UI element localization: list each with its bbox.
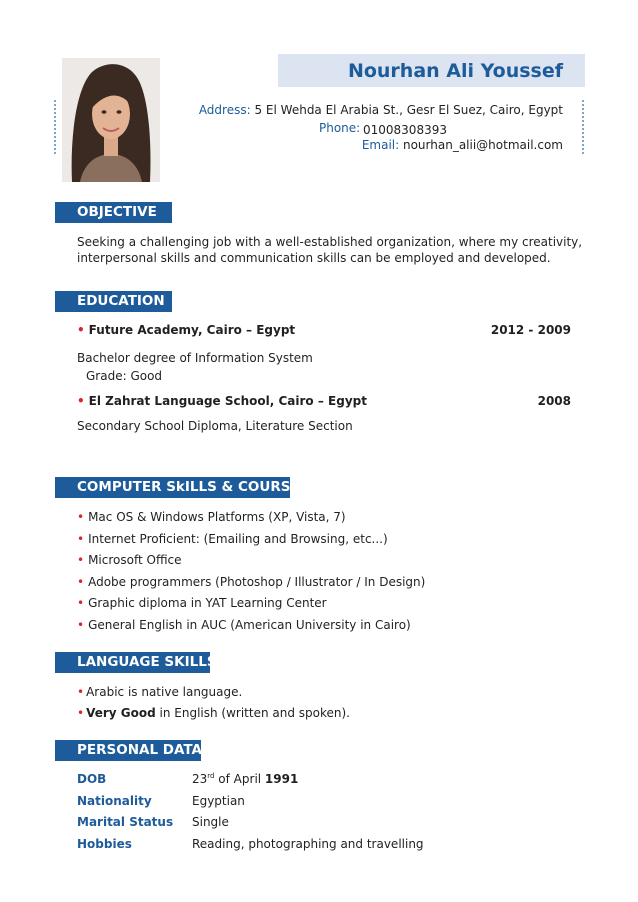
skill-item-2: • Internet Proficient: (Emailing and Browsing, etc...): [77, 532, 388, 546]
portrait-image: [62, 58, 160, 182]
address-label: Address:: [198, 103, 251, 117]
objective-line-2: interpersonal skills and communication skills can be employed and developed.: [77, 251, 551, 265]
bullet-icon: •: [77, 323, 85, 337]
left-dotted-divider: [54, 100, 56, 154]
address-value: 5 El Wehda El Arabia St., Gesr El Suez, Cairo, Egypt: [254, 103, 563, 117]
marital-status-label: Marital Status: [77, 815, 174, 829]
dob-value: 23rd of April 1991: [192, 772, 299, 786]
full-name: Nourhan Ali Youssef: [347, 60, 563, 82]
phone-label: Phone:: [319, 121, 361, 135]
nationality-value: Egyptian: [192, 794, 245, 808]
right-dotted-divider: [582, 100, 584, 154]
education-entry-1-years: 2012 - 2009: [490, 323, 571, 337]
skill-item-4: • Adobe programmers (Photoshop / Illustrator / In Design): [77, 575, 426, 589]
education-entry-2-school: • El Zahrat Language School, Cairo – Egypt: [77, 394, 367, 408]
address-line: [199, 103, 563, 117]
skill-item-1: • Mac OS & Windows Platforms (XP, Vista, 7): [77, 510, 346, 524]
bullet-icon: •: [77, 532, 85, 546]
skill-item-3: • Microsoft Office: [77, 553, 182, 567]
bullet-icon: •: [77, 510, 85, 524]
bullet-icon: •: [77, 685, 85, 699]
education-entry-2-years: 2008: [537, 394, 571, 408]
education-entry-1-school: • Future Academy, Cairo – Egypt: [77, 323, 296, 337]
marital-status-value: Single: [192, 815, 229, 829]
education-entry-1-degree: Bachelor degree of Information System: [77, 351, 313, 365]
name-banner: [278, 54, 585, 87]
education-entry-2-detail: Secondary School Diploma, Literature Section: [77, 419, 353, 433]
education-heading: EDUCATION: [55, 291, 172, 312]
email-value: nourhan_alii@hotmail.com: [402, 138, 563, 152]
skill-item-5: • Graphic diploma in YAT Learning Center: [77, 596, 327, 610]
bullet-icon: •: [77, 394, 85, 408]
language-skills-heading: LANGUAGE SKILLS: [55, 652, 210, 673]
education-entry-1-grade: Grade: Good: [86, 369, 163, 383]
bullet-icon: •: [77, 596, 85, 610]
language-arabic: • Arabic is native language.: [77, 685, 243, 699]
profile-photo: [62, 58, 160, 182]
email-line: [362, 138, 563, 152]
language-english: • Very Good in English (written and spoken).: [77, 706, 350, 720]
dob-label: DOB: [77, 772, 107, 786]
bullet-icon: •: [77, 553, 85, 567]
objective-line-1: Seeking a challenging job with a well-established organization, where my creativity,: [77, 235, 583, 249]
email-label: Email:: [361, 138, 400, 152]
bullet-icon: •: [77, 618, 85, 632]
nationality-label: Nationality: [77, 794, 152, 808]
hobbies-value: Reading, photographing and travelling: [192, 837, 424, 851]
bullet-icon: •: [77, 575, 85, 589]
skill-item-6: • General English in AUC (American University in Cairo): [77, 618, 411, 632]
personal-data-heading: PERSONAL DATA: [55, 740, 201, 761]
phone-value: 01008308393: [363, 123, 447, 137]
hobbies-label: Hobbies: [77, 837, 132, 851]
computer-skills-heading: COMPUTER SkILLS & COURSES: [55, 477, 290, 498]
objective-heading: OBJECTIVE: [55, 202, 172, 223]
bullet-icon: •: [77, 706, 85, 720]
